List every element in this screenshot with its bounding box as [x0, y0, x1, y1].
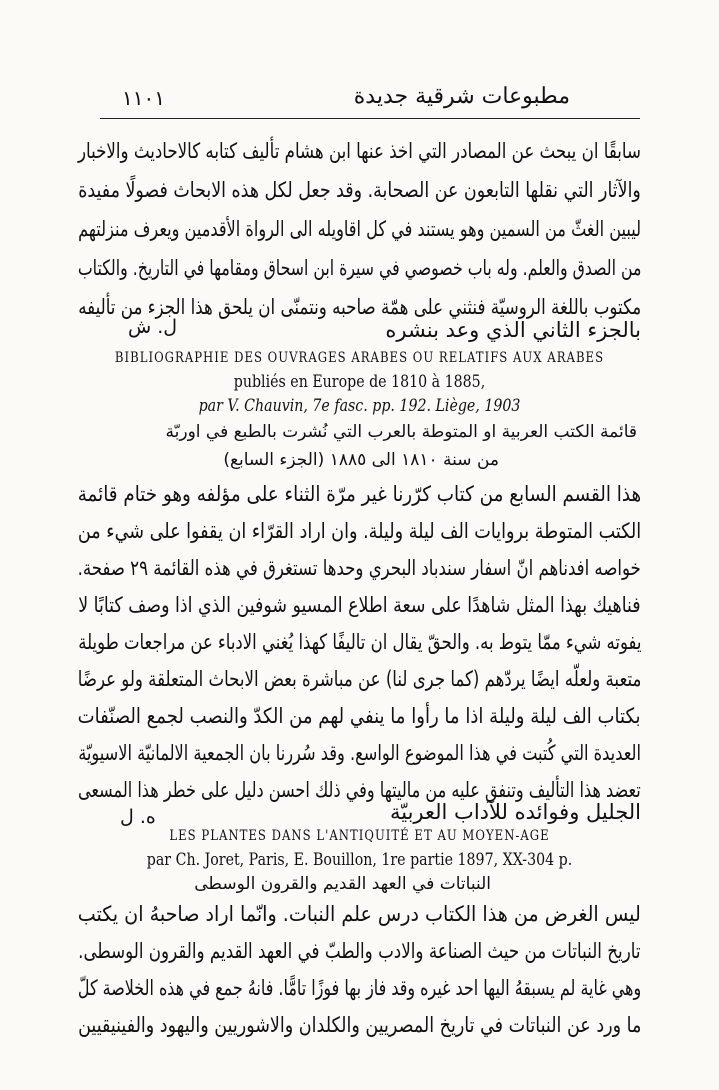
running-header: [110, 78, 630, 118]
page-number: ١١٠١: [122, 86, 165, 110]
review1-line-5: مكتوب باللغة الروسيّة فنثني على همّة صاحبه ونتمنّى ان يلحق هذا الجزء من تأليفه: [77, 295, 641, 319]
plantes-title-2: par Ch. Joret, Paris, E. Bouillon, 1re partie 1897, XX-304 p.: [146, 850, 573, 870]
review2-line-7: بكتاب الف ليلة وليلة اذا ما رأوا ما ينفي لهم من الكدّ والنصب لجمع الصنّفات: [78, 704, 641, 728]
review2-line-8: العديدة التي كُتبت في هذا الموضوع الواسع. وقد سُررنا بان الجمعية الالمانيّة الاسيويّة: [78, 741, 641, 765]
header-rule: [100, 118, 640, 119]
plantes-arabic-title: النباتات في العهد القديم والقرون الوسطى: [194, 874, 491, 894]
plantes-title-1: LES PLANTES DANS L'ANTIQUITÉ ET AU MOYEN-AGE: [169, 828, 550, 844]
review2-line-4: فناهيك بهذا المثل شاهدًا على سعة اطلاع المسيو شوفين الذي اذا وصف كتابًا لا: [78, 593, 641, 617]
bibliography-arabic-title-2: من سنة ١٨١٠ الى ١٨٨٥ (الجزء السابع): [223, 450, 499, 470]
review2-line-6: متعبة ولعلّه ايضًا يردّهم (كما جرى لنا) عن مباشرة بعض الابحاث المتعلقة ولو عرضًا: [77, 667, 641, 691]
bibliography-title-2: publiés en Europe de 1810 à 1885,: [233, 372, 486, 392]
review2-signature: ه. ل: [120, 806, 156, 828]
review1-signature: ل. ش: [128, 316, 178, 338]
review2-line-2: الكتب المتوطة بروايات الف ليلة وليلة. وان اراد القرّاء ان يقفوا على شيء من: [77, 519, 641, 543]
review2-line-10: الجليل وفوائده للآداب العربيّة: [389, 800, 641, 824]
bibliography-arabic-title-1: قائمة الكتب العربية او المتوطة بالعرب التي نُشرت بالطبع في اوربّة: [165, 422, 637, 442]
bibliography-title-3: par V. Chauvin, 7e fasc. pp. 192. Liège, 1903: [198, 396, 521, 416]
review3-line-4: ما ورد عن النباتات في تاريخ المصريين والكلدان والاشوريين واليهود والفينيقيين: [77, 1013, 641, 1037]
running-title: مطبوعات شرقية جديدة: [353, 84, 570, 109]
review1-line-6: بالجزء الثاني الذي وعد بنشره: [385, 318, 641, 342]
review3-line-3: وهي غاية لم يسبقهُ اليها احد غيره وقد فاز بها فوزًا تامًّا. فانهُ جمع في هذه الخلاصة كلّ: [77, 976, 641, 1000]
review1-line-3: ليبين الغثّ من السمين وهو يستند في كل اقاويله الى الرواة الأقدمين ويعرف منزلتهم: [78, 217, 641, 241]
review2-line-3: خواصه افدناهم انّ اسفار سندباد البحري وحدها تستغرق في هذه القائمة ٢٩ صفحة.: [77, 556, 641, 580]
review1-line-1: سابقًا ان يبحث عن المصادر التي اخذ عنها ابن هشام تأليف كتابه كالاحاديث والاخبار: [78, 139, 641, 163]
review2-line-9: تعضد هذا التأليف وتنفق عليه من ماليتها وفي ذلك احسن دليل على خطر هذا المسعى: [78, 778, 641, 802]
review2-line-5: يفوته شيء ممّا يتوط به. والحقّ يقال ان تاليفًا كهذا يُغني الادباء عن مراجعات طويلة: [77, 630, 641, 654]
review1-line-4: من الصدق والعلم. وله باب خصوصي في سيرة ابن اسحاق ومقامها في التاريخ. والكتاب: [77, 256, 641, 280]
bibliography-title-1: BIBLIOGRAPHIE DES OUVRAGES ARABES OU RELATIFS AUX ARABES: [114, 350, 605, 366]
review1-line-2: والآثار التي نقلها التابعون عن الصحابة. وقد جعل لكل هذه الابحاث فصولًا مفيدة: [78, 178, 641, 202]
review3-line-1: ليس الغرض من هذا الكتاب درس علم النبات. وانّما اراد صاحبهُ ان يكتب: [77, 902, 641, 926]
review3-line-2: تاريخ النباتات من حيث الصناعة والادب والطبّ في العهد القديم والقرون الوسطى.: [78, 939, 641, 963]
review2-line-1: هذا القسم السابع من كتاب كرّرنا غير مرّة الثناء على مؤلفه وهو ختام قائمة: [77, 482, 641, 506]
